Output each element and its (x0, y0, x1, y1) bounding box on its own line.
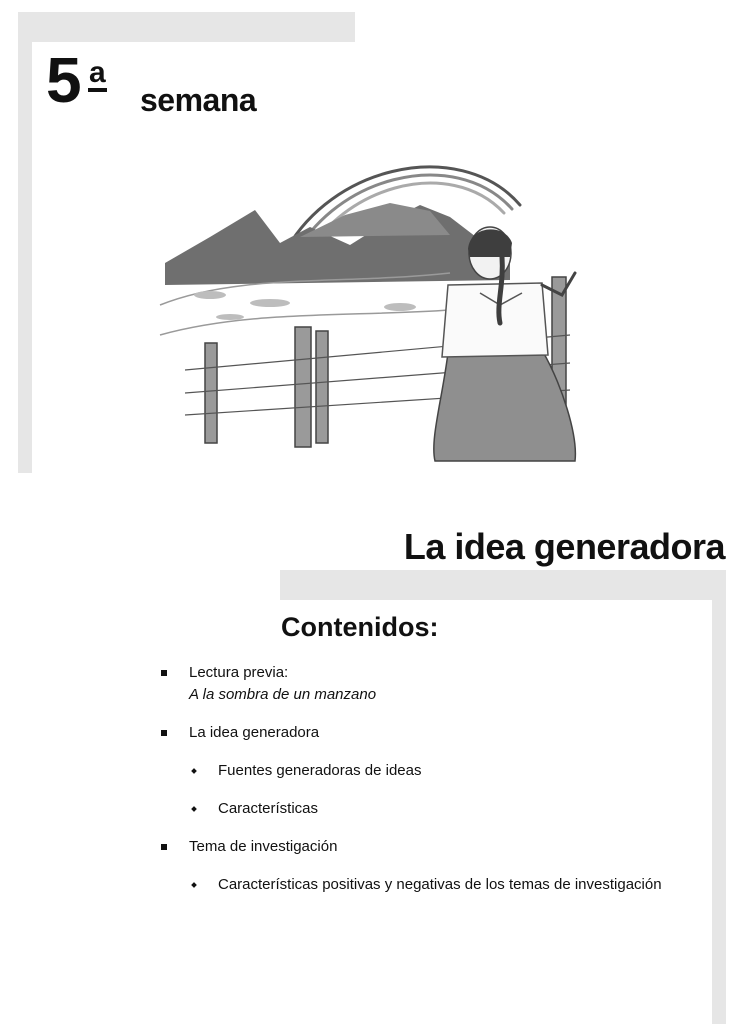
contents-list (160, 662, 700, 912)
list-item-label: Lectura previa: (189, 664, 289, 681)
reading-title: A la sombra de un manzano (189, 686, 377, 703)
section-title: La idea generadora (403, 526, 725, 567)
frame-left-bar (18, 12, 32, 473)
list-item-label: Características (218, 800, 319, 817)
contents-top-bar (280, 570, 726, 600)
list-item (160, 722, 700, 744)
frame-top-bar (18, 12, 355, 42)
illustration (150, 145, 590, 467)
list-item (160, 662, 700, 706)
contents-heading: Contenidos: (281, 612, 439, 642)
week-number: 5 (46, 44, 80, 116)
week-label: semana (140, 82, 257, 118)
contents-right-bar (712, 570, 726, 1024)
sub-list-item (160, 874, 700, 896)
list-item-label: La idea generadora (189, 724, 320, 741)
list-item (160, 836, 700, 858)
week-ordinal: a (88, 58, 107, 92)
list-item-label: Fuentes generadoras de ideas (218, 762, 422, 779)
list-item-label: Características positivas y negativas de los temas de investigación (218, 876, 662, 893)
sub-list-item (160, 798, 700, 820)
list-item-label: Tema de investigación (189, 838, 338, 855)
sub-list-item (160, 760, 700, 782)
